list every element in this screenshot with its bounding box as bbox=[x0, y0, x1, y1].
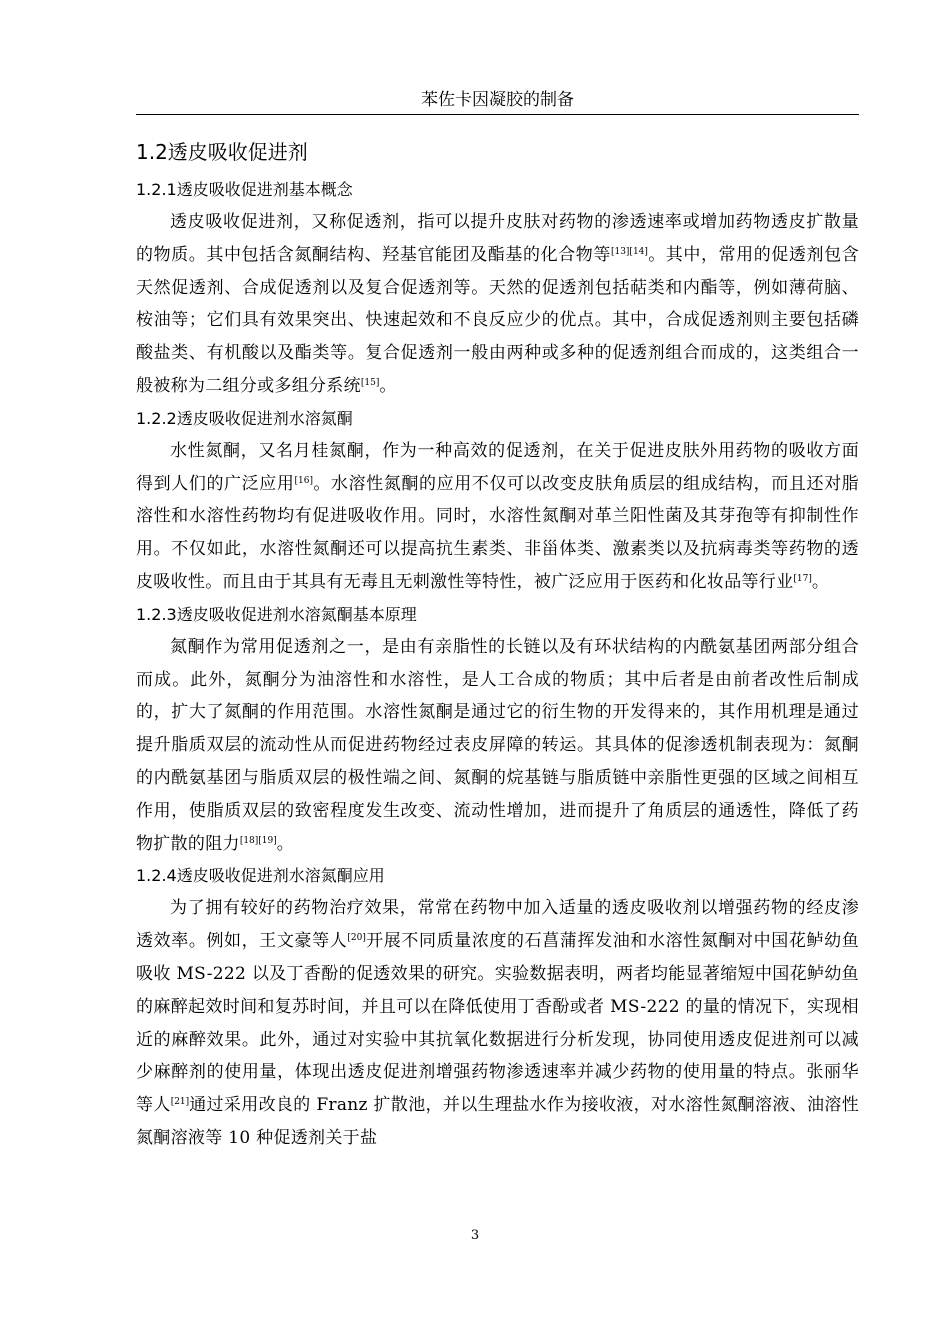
citation: [21] bbox=[170, 1097, 190, 1108]
citation: [16] bbox=[294, 475, 313, 486]
citation: [13][14] bbox=[610, 246, 648, 257]
text-run: 。 bbox=[811, 571, 830, 592]
text-run: 水性氮酮，又名月桂氮酮，作为一种高效的促透剂，在关于促进皮肤外用药物的吸收方面得到人们的广泛应用 bbox=[136, 440, 859, 494]
running-header: 苯佐卡因凝胶的制备 bbox=[421, 90, 574, 110]
subsection-heading-1-2-2: 1.2.2透皮吸收促进剂水溶氮酮 bbox=[136, 408, 353, 428]
text-run: 。 bbox=[276, 833, 295, 854]
text-run: 氮酮作为常用促透剂之一，是由有亲脂性的长链以及有环状结构的内酰氨基团两部分组合而成。此外，氮酮分为油溶性和水溶性，是人工合成的物质；其中后者是由前者改性后制成的，扩大了氮酮的作用范围。水溶性氮酮是通过它的衍生物的开发得来的，其作用机理是通过提升脂质双层的流动性从而促进药物经过表皮屏障的转运。其具体的促渗透机制表现为：氮酮的内酰氨基团与脂质双层的极性端之间、氮酮的烷基链与脂质链中亲脂性更强的区域之间相互作用，使脂质双层的致密程度发生改变、流动性增加，进而提升了角质层的通透性，降低了药物扩散的阻力 bbox=[136, 636, 859, 854]
section-heading: 1.2透皮吸收促进剂 bbox=[136, 140, 308, 164]
citation: [18][19] bbox=[239, 835, 277, 846]
citation: [15] bbox=[360, 377, 380, 388]
paragraph-1-2-1 bbox=[136, 206, 859, 403]
page-number: 3 bbox=[470, 1228, 480, 1243]
paragraph-1-2-3 bbox=[136, 631, 859, 861]
text-run: 为了拥有较好的药物治疗效果，常常在药物中加入适量的透皮吸收剂以增强药物的经皮渗透效率。例如，王文豪等人 bbox=[136, 898, 859, 952]
text-run: 通过采用改良的 Franz 扩散池，并以生理盐水作为接收液，对水溶性氮酮溶液、油溶性氮酮溶液等 10 种促透剂关于盐 bbox=[136, 1095, 859, 1148]
text-run: 。水溶性氮酮的应用不仅可以改变皮肤角质层的组成结构，而且还对脂溶性和水溶性药物均有促进吸收作用。同时，水溶性氮酮对革兰阳性菌及其芽孢等有抑制性作用。不仅如此，水溶性氮酮还可以提高抗生素类、非甾体类、激素类以及抗病毒类等药物的透皮吸收性。而且由于其具有无毒且无刺激性等特性，被广泛应用于医药和化妆品等行业 bbox=[136, 473, 859, 592]
text-run: 。其中，常用的促透剂包含天然促透剂、合成促透剂以及复合促透剂等。天然的促透剂包括萜类和内酯等，例如薄荷脑、桉油等；它们具有效果突出、快速起效和不良反应少的优点。其中，合成促透剂则主要包括磷酸盐类、有机酸以及酯类等。复合促透剂一般由两种或多种的促透剂组合而成的，这类组合一般被称为二组分或多组分系统 bbox=[136, 244, 859, 396]
text-run: 开展不同质量浓度的石菖蒲挥发油和水溶性氮酮对中国花鲈幼鱼吸收 MS-222 以及丁香酚的促透效果的研究。实验数据表明，两者均能显著缩短中国花鲈幼鱼的麻醉起效时间和复苏时间，并且可以在降低使用丁香酚或者 MS-222 的量的情况下，实现相近的麻醉效果。此外，通过对实验中其抗氧化数据进行分析发现，协同使用透皮促进剂可以减少麻醉剂的使用量，体现出透皮促进剂增强药物渗透速率并减少药物的使用量的特点。张丽华等人 bbox=[136, 931, 859, 1116]
citation: [20] bbox=[347, 933, 366, 944]
subsection-heading-1-2-4: 1.2.4透皮吸收促进剂水溶氮酮应用 bbox=[136, 866, 385, 886]
text-run: 。 bbox=[379, 375, 397, 396]
text-run: 透皮吸收促进剂，又称促透剂，指可以提升皮肤对药物的渗透速率或增加药物透皮扩散量的物质。其中包括含氮酮结构、羟基官能团及酯基的化合物等 bbox=[136, 212, 859, 265]
subsection-heading-1-2-3: 1.2.3透皮吸收促进剂水溶氮酮基本原理 bbox=[136, 604, 417, 624]
page-body bbox=[136, 134, 859, 1155]
citation: [17] bbox=[793, 573, 812, 584]
paragraph-1-2-4 bbox=[136, 892, 859, 1154]
subsection-heading-1-2-1: 1.2.1透皮吸收促进剂基本概念 bbox=[136, 180, 353, 199]
paragraph-1-2-2 bbox=[136, 435, 859, 599]
header-rule bbox=[136, 114, 859, 115]
